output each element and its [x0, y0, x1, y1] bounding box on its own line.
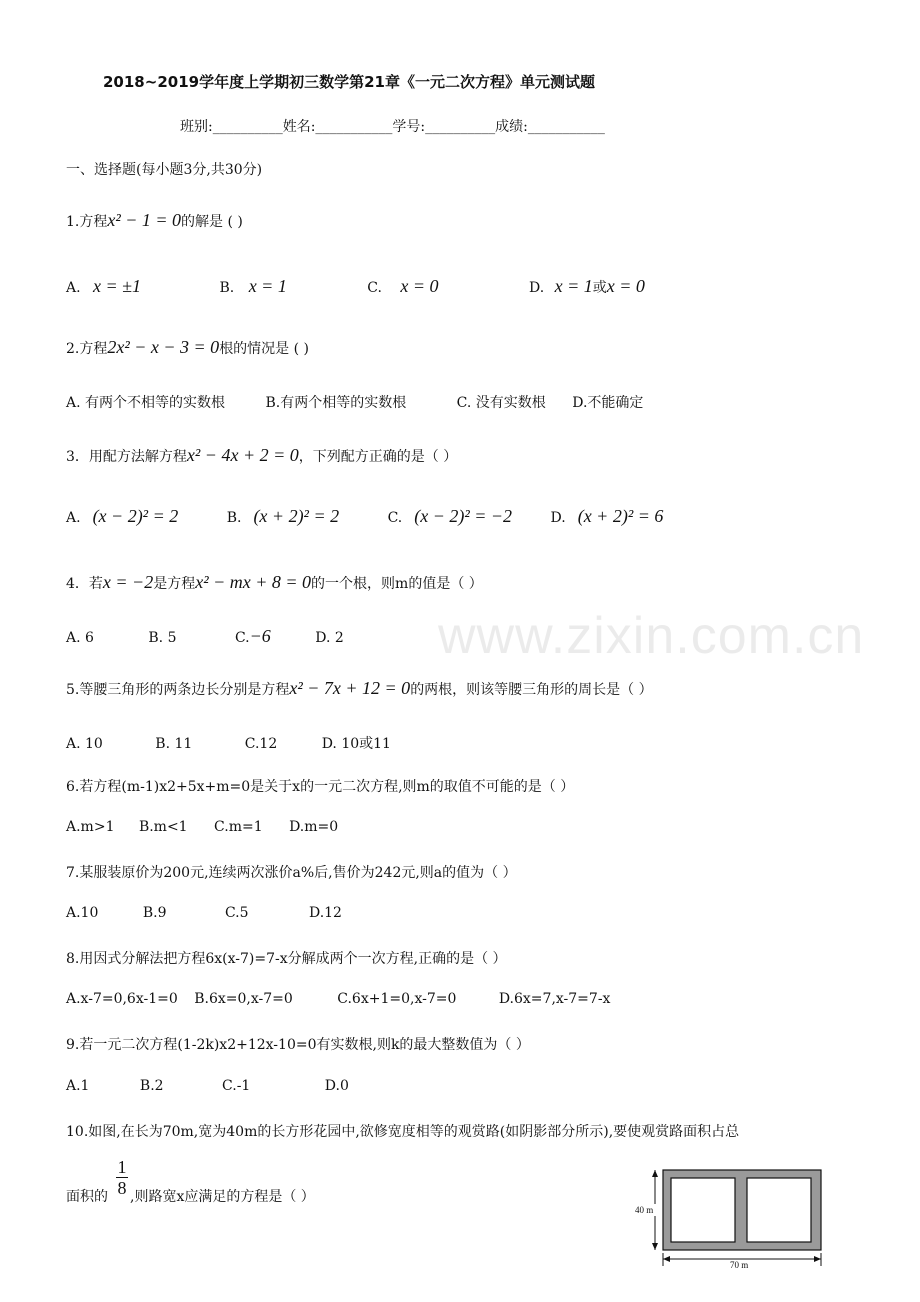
- question-2: 2.方程2x² − x − 3 = 0根的情况是 ( ): [66, 337, 310, 357]
- height-label: 40 m: [635, 1205, 654, 1215]
- width-label: 70 m: [730, 1260, 749, 1270]
- q1-options: A. x = ±1 B. x = 1 C. x = 0 D. x = 1或x = 0: [66, 276, 645, 296]
- question-4: 4．若x = −2是方程x² − mx + 8 = 0的一个根，则m的值是（ ）: [66, 572, 483, 592]
- page-title: 2018~2019学年度上学期初三数学第21章《一元二次方程》单元测试题: [103, 73, 595, 91]
- garden-plot-left: [671, 1178, 735, 1242]
- watermark: www.zixin.com.cn: [438, 607, 865, 665]
- q4-options: A. 6 B. 5 C.−6 D. 2: [66, 626, 344, 646]
- q6-options: A.m>1 B.m<1 C.m=1 D.m=0: [66, 819, 339, 835]
- equation: x = −2: [102, 572, 154, 592]
- arrow-left-icon: [663, 1256, 670, 1262]
- garden-figure: [634, 1160, 834, 1270]
- arrow-right-icon: [814, 1256, 821, 1262]
- garden-plot-right: [747, 1178, 811, 1242]
- equation: x² − 4x + 2 = 0: [186, 445, 299, 465]
- student-info-line: 班别:__________姓名:___________学号:__________成绩:___________: [180, 119, 605, 135]
- q8-options: A.x-7=0,6x-1=0 B.6x=0,x-7=0 C.6x+1=0,x-7=0 D.6x=7,x-7=7-x: [66, 991, 611, 1007]
- question-10-line2: 面积的 ,则路宽x应满足的方程是（ ）: [66, 1189, 315, 1205]
- equation: x² − 1 = 0: [107, 210, 182, 230]
- section-heading: 一、选择题(每小题3分,共30分): [66, 162, 263, 178]
- question-8: 8.用因式分解法把方程6x(x-7)=7-x分解成两个一次方程,正确的是（ ）: [66, 951, 507, 967]
- equation: x² − mx + 8 = 0: [195, 572, 312, 592]
- q7-options: A.10 B.9 C.5 D.12: [66, 905, 342, 921]
- q2-options: A. 有两个不相等的实数根 B.有两个相等的实数根 C. 没有实数根 D.不能确定: [66, 395, 644, 411]
- question-3: 3．用配方法解方程x² − 4x + 2 = 0，下列配方正确的是（ ）: [66, 445, 458, 465]
- question-1: 1.方程x² − 1 = 0的解是 ( ): [66, 210, 243, 230]
- question-5: 5.等腰三角形的两条边长分别是方程x² − 7x + 12 = 0的两根，则该等腰三角形的周长是（ ）: [66, 678, 653, 698]
- equation: 2x² − x − 3 = 0: [107, 337, 220, 357]
- arrow-down-icon: [652, 1243, 658, 1250]
- question-9: 9.若一元二次方程(1-2k)x2+12x-10=0有实数根,则k的最大整数值为（ ）: [66, 1037, 530, 1053]
- question-7: 7.某服装原价为200元,连续两次涨价a%后,售价为242元,则a的值为（ ）: [66, 865, 517, 881]
- equation: x² − 7x + 12 = 0: [289, 678, 411, 698]
- q9-options: A.1 B.2 C.-1 D.0: [66, 1078, 349, 1094]
- arrow-up-icon: [652, 1170, 658, 1177]
- question-10: 10.如图,在长为70m,宽为40m的长方形花园中,欲修宽度相等的观赏路(如阴影部分所示),要使观赏路面积占总: [66, 1124, 740, 1140]
- q3-options: A. (x − 2)² = 2 B. (x + 2)² = 2 C. (x − 2)² = −2 D. (x + 2)² = 6: [66, 506, 664, 526]
- question-6: 6.若方程(m-1)x2+5x+m=0是关于x的一元二次方程,则m的取值不可能的是（ ）: [66, 779, 575, 795]
- q5-options: A. 10 B. 11 C.12 D. 10或11: [66, 736, 391, 752]
- fraction-one-eighth: $\frac{1}{8}$: [117, 1157, 127, 1198]
